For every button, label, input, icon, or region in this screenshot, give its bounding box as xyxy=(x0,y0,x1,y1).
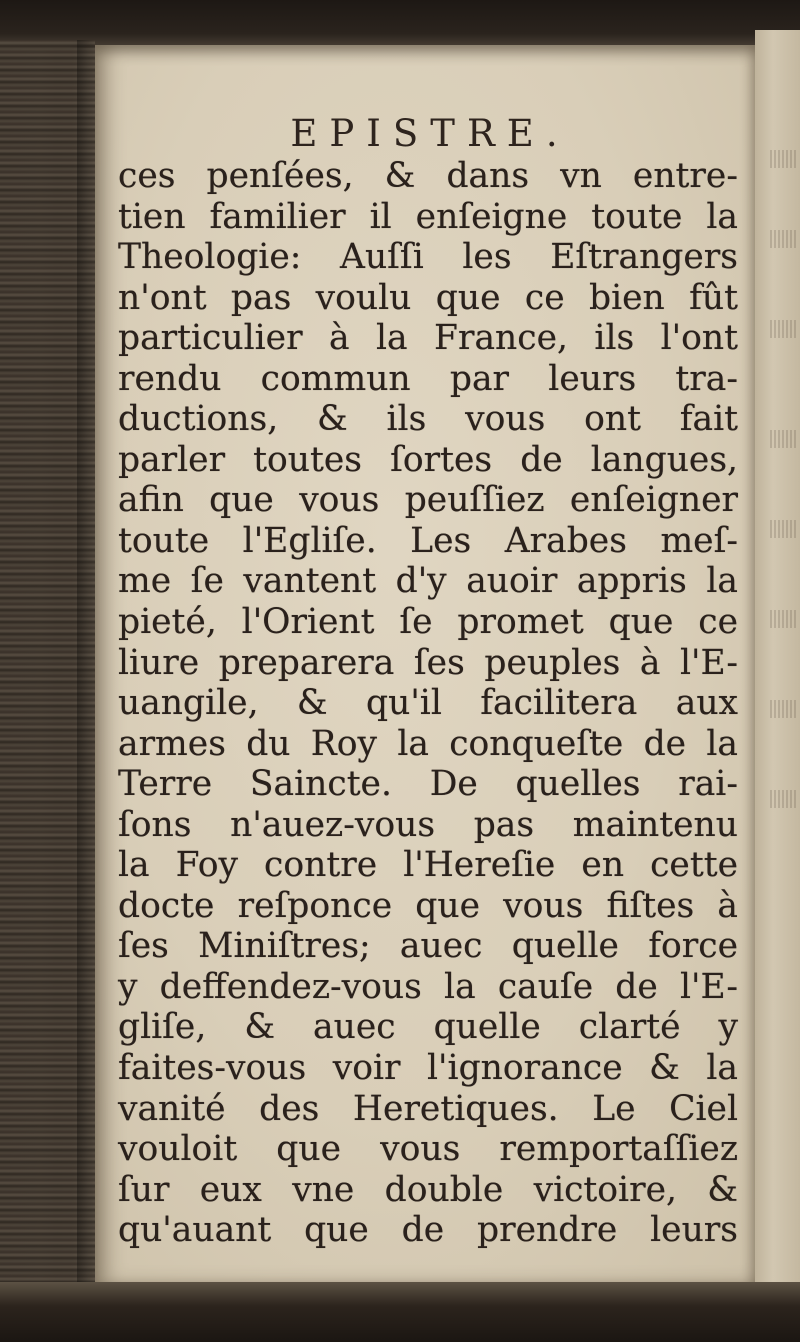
text-line: parler toutes ſortes de langues, xyxy=(118,439,738,480)
text-line: vanité des Heretiques. Le Ciel xyxy=(118,1088,738,1129)
text-line: ces penſées, & dans vn entre- xyxy=(118,156,738,196)
text-line: docte reſponce que vous fiſtes à xyxy=(118,885,738,926)
text-line: tien familier il enſeigne toute la xyxy=(118,196,738,237)
top-shadow xyxy=(0,0,800,48)
text-line: faites-vous voir l'ignorance & la xyxy=(118,1048,738,1089)
text-line: afin que vous peuſſiez enſeigner xyxy=(118,480,738,521)
text-line: ſes Miniſtres; auec quelle force xyxy=(118,926,738,967)
text-line: ſons n'auez-vous pas maintenu xyxy=(118,804,738,845)
text-line: qu'auant que de prendre leurs xyxy=(118,1210,738,1251)
text-line: pieté, l'Orient ſe promet que ce xyxy=(118,602,738,643)
text-line: la Foy contre l'Hereſie en cette xyxy=(118,845,738,886)
show-through-mark xyxy=(770,610,796,628)
text-line: n'ont pas voulu que ce bien fût xyxy=(118,277,738,318)
text-line: y deffendez-vous la cauſe de l'E- xyxy=(118,966,738,1007)
show-through-mark xyxy=(770,150,796,168)
text-line: toute l'Egliſe. Les Arabes meſ- xyxy=(118,520,738,561)
text-line: Terre Saincte. De quelles rai- xyxy=(118,764,738,805)
show-through-mark xyxy=(770,430,796,448)
text-line: armes du Roy la conqueſte de la xyxy=(118,723,738,764)
text-line: Theologie: Auſſi les Eſtrangers xyxy=(118,237,738,278)
running-head: EPISTRE. xyxy=(290,112,570,155)
text-line: ſur eux vne double victoire, & xyxy=(118,1169,738,1210)
text-line: uangile, & qu'il facilitera aux xyxy=(118,683,738,724)
text-line: gliſe, & auec quelle clarté y xyxy=(118,1007,738,1048)
show-through-mark xyxy=(770,700,796,718)
text-line: ductions, & ils vous ont fait xyxy=(118,399,738,440)
bottom-shadow xyxy=(0,1282,800,1342)
show-through-mark xyxy=(770,320,796,338)
text-line: me ſe vantent d'y auoir appris la xyxy=(118,561,738,602)
text-line: rendu commun par leurs tra- xyxy=(118,358,738,399)
text-line: liure preparera ſes peuples à l'E- xyxy=(118,642,738,683)
text-line: particulier à la France, ils l'ont xyxy=(118,318,738,359)
page-text xyxy=(110,112,740,1251)
show-through-mark xyxy=(770,790,796,808)
text-line: vouloit que vous remportaſſiez xyxy=(118,1129,738,1170)
book-spine-edge xyxy=(0,40,95,1300)
show-through-mark xyxy=(770,230,796,248)
facing-page-edge xyxy=(755,30,800,1300)
show-through-mark xyxy=(770,520,796,538)
